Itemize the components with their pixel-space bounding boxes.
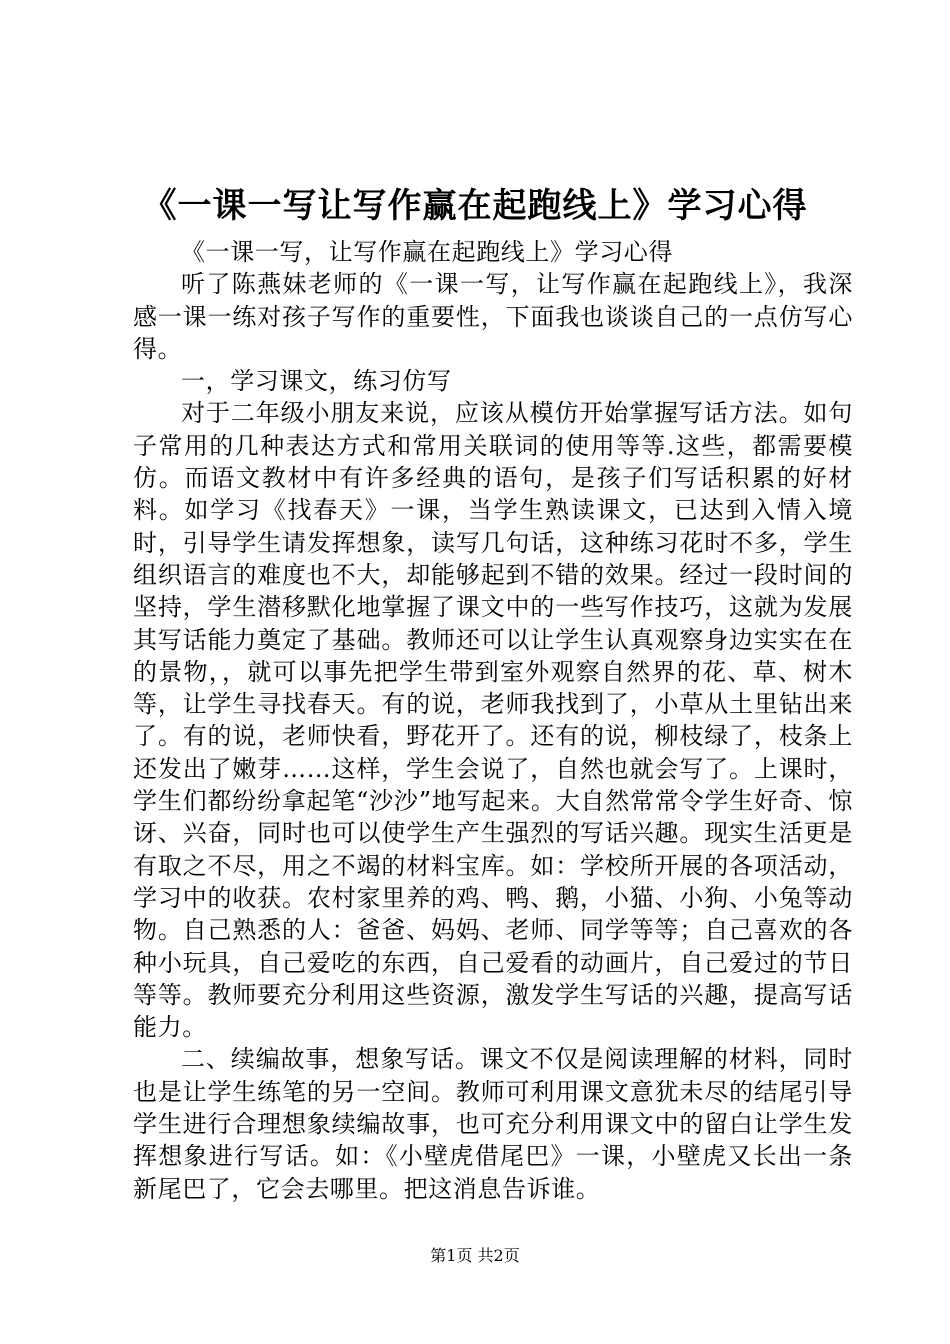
paragraph-section-2: 二、续编故事，想象写话。课文不仅是阅读理解的材料，同时也是让学生练笔的另一空间。教师可利用课文意犹未尽的结尾引导学生进行合理想象续编故事，也可充分利用课文中的留白让学生发挥想象进行写话。如：《小壁虎借尾巴》一课，小壁虎又长出一条新尾巴了，它会去哪里。把这消息告诉谁。 [133, 1045, 853, 1203]
section-heading-1: 一，学习课文，练习仿写 [181, 367, 452, 396]
document-body [133, 236, 853, 1205]
paragraph-intro: 听了陈燕妹老师的《一课一写，让写作赢在起跑线上》，我深感一课一练对孩子写作的重要性，下面我也谈谈自己的一点仿写心得。 [133, 270, 853, 363]
page-number: 第1页 共2页 [430, 1246, 520, 1265]
paragraph-subtitle: 《一课一写，让写作赢在起跑线上》学习心得 [181, 238, 673, 266]
document-title: 《一课一写让写作赢在起跑线上》学习心得 [142, 186, 808, 226]
paragraph-section-1: 对于二年级小朋友来说，应该从模仿开始掌握写话方法。如句子常用的几种表达方式和常用关联词的使用等等.这些，都需要模仿。而语文教材中有许多经典的语句，是孩子们写话积累的好材料。如学习《找春天》一课，当学生熟读课文，已达到入情入境时，引导学生请发挥想象，读写几句话，这种练习花时不多，学生组织语言的难度也不大，却能够起到不错的效果。经过一段时间的坚持，学生潜移默化地掌握了课文中的一些写作技巧，这就为发展其写话能力奠定了基础。教师还可以让学生认真观察身边实实在在的景物，，就可以事先把学生带到室外观察自然界的花、草、树木等，让学生寻找春天。有的说，老师我找到了，小草从土里钻出来了。有的说，老师快看，野花开了。还有的说，柳枝绿了，枝条上还发出了嫩芽……这样，学生会说了，自然也就会写了。上课时，学生们都纷纷拿起笔“沙沙”地写起来。大自然常常令学生好奇、惊讶、兴奋，同时也可以使学生产生强烈的写话兴趣。现实生活更是有取之不尽，用之不竭的材料宝库。如：学校所开展的各项活动，学习中的收获。农村家里养的鸡、鸭、鹅，小猫、小狗、小兔等动物。自己熟悉的人：爸爸、妈妈、老师、同学等等；自己喜欢的各种小玩具，自己爱吃的东西，自己爱看的动画片，自己爱过的节日等等。教师要充分利用这些资源，激发学生写话的兴趣，提高写话能力。 [133, 399, 853, 1042]
